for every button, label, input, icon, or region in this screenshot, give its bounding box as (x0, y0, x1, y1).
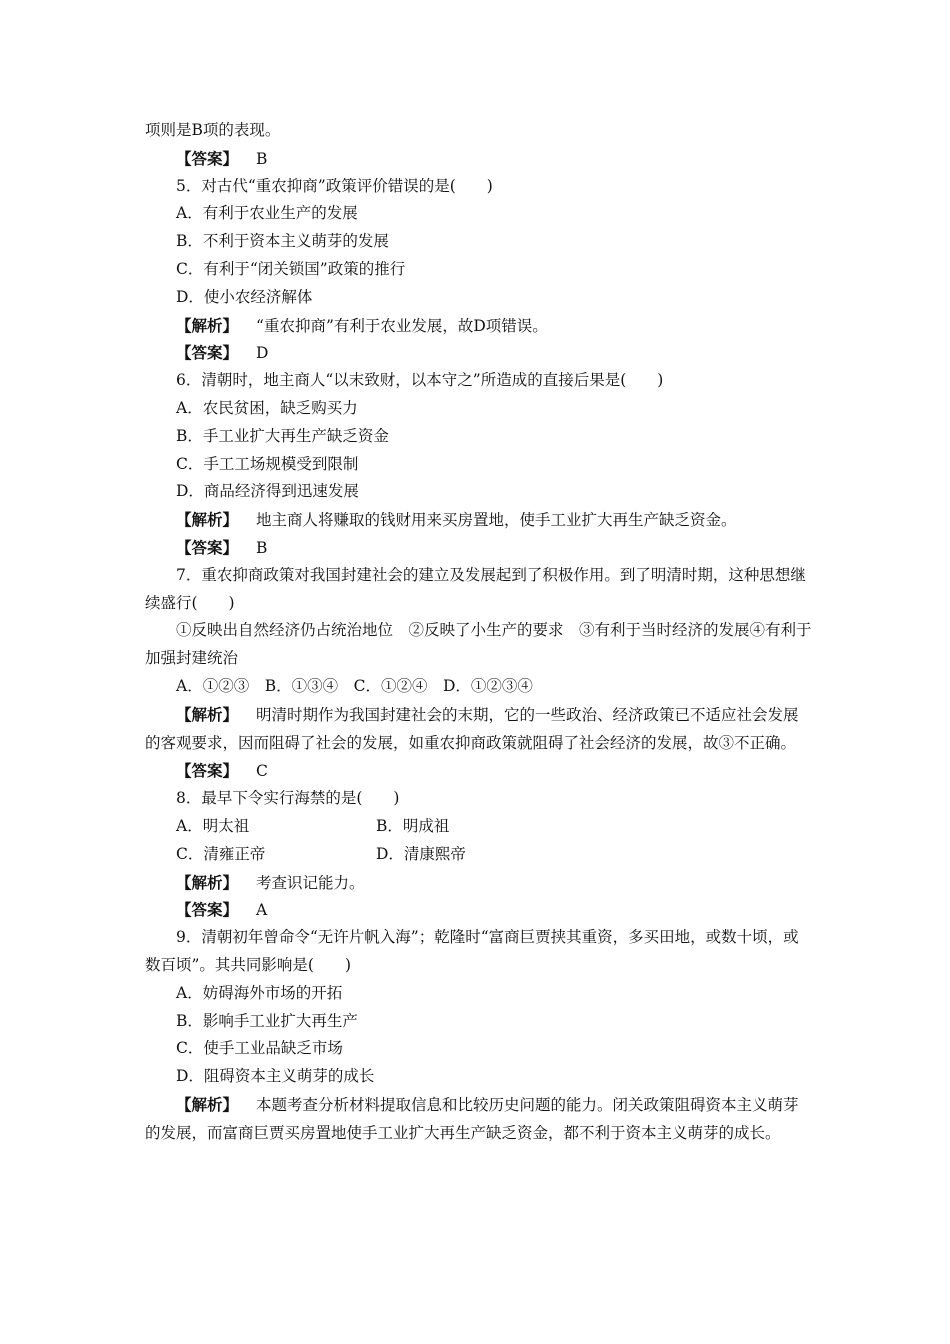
analysis-line (145, 1091, 813, 1148)
option-b: B．明成祖 (376, 816, 450, 835)
option-a: A．农民贫困，缺乏购买力 (176, 398, 358, 417)
option-a: A．有利于农业生产的发展 (176, 204, 358, 223)
question-6: 6．清朝时，地主商人“以末致财，以本守之”所造成的直接后果是( ) (176, 371, 664, 390)
question-9: 9．清朝初年曾命令“无许片帆入海”；乾隆时“富商巨贾挟其重资，多买田地，或数十顷，或数百顷”。其共同影响是( ) (145, 928, 799, 974)
answer-line (145, 896, 813, 924)
option-d: D．使小农经济解体 (176, 287, 313, 306)
analysis-text: 地主商人将赚取的钱财用来买房置地，使手工业扩大再生产缺乏资金。 (256, 511, 737, 530)
question-7: 7．重农抑商政策对我国封建社会的建立及发展起到了积极作用。到了明清时期，这种思想继续盛行( ) (145, 565, 806, 612)
option-a: A．明太祖 (176, 816, 250, 835)
option-row (145, 813, 813, 841)
analysis-tag: 【解析】 (176, 872, 239, 892)
option-d: D．商品经济得到迅速发展 (176, 482, 359, 501)
option-c: C．手工工场规模受到限制 (176, 454, 359, 473)
analysis-tag: 【解析】 (176, 315, 239, 335)
analysis-text: 本题考查分析材料提取信息和比较历史问题的能力。闭关政策阻碍资本主义萌芽的发展，而富商巨贾买房置地使手工业扩大再生产缺乏资金，都不利于资本主义萌芽的成长。 (145, 1095, 799, 1142)
analysis-line (145, 506, 813, 534)
analysis-tag: 【解析】 (176, 1094, 239, 1114)
option-a: A．妨碍海外市场的开拓 (176, 983, 343, 1002)
option-d: D．清康熙帝 (376, 844, 466, 863)
option-c: C．使手工业品缺乏市场 (176, 1039, 343, 1058)
option-c: C．有利于“闭关锁国”政策的推行 (176, 259, 406, 278)
answer-line (145, 145, 813, 173)
option-b: B．影响手工业扩大再生产 (176, 1011, 358, 1030)
answer-tag: 【答案】 (176, 537, 239, 557)
answer-value: A (256, 901, 268, 920)
analysis-tag: 【解析】 (176, 704, 239, 724)
text-line: 项则是B项的表现。 (145, 121, 281, 139)
option-row (145, 841, 813, 869)
answer-value: D (256, 344, 269, 363)
option-b: B．不利于资本主义萌芽的发展 (176, 232, 389, 251)
answer-tag: 【答案】 (176, 343, 239, 363)
answer-value: C (256, 762, 268, 781)
question-5: 5．对古代“重农抑商”政策评价错误的是( ) (176, 176, 493, 195)
analysis-text: 考查识记能力。 (256, 873, 365, 892)
answer-tag: 【答案】 (176, 900, 239, 920)
answer-tag: 【答案】 (176, 761, 239, 781)
option-b: B．手工业扩大再生产缺乏资金 (176, 426, 389, 445)
answer-line (145, 757, 813, 785)
question-8: 8．最早下令实行海禁的是( ) (176, 789, 400, 808)
analysis-line (145, 869, 813, 897)
option-c: C．清雍正帝 (176, 844, 266, 863)
document-page (145, 117, 813, 1147)
analysis-tag: 【解析】 (176, 510, 239, 530)
answer-tag: 【答案】 (176, 148, 239, 168)
answer-value: B (256, 149, 268, 168)
analysis-line (145, 701, 813, 758)
option-d: D．阻碍资本主义萌芽的成长 (176, 1067, 375, 1086)
question-7-statements: ①反映出自然经济仍占统治地位 ②反映了小生产的要求 ③有利于当时经济的发展④有利于加强封建统治 (145, 621, 812, 668)
analysis-text: 明清时期作为我国封建社会的末期，它的一些政治、经济政策已不适应社会发展的客观要求，因而阻碍了社会的发展，如重农抑商政策就阻碍了社会经济的发展，故③不正确。 (145, 705, 799, 752)
answer-line (145, 534, 813, 562)
question-7-choices: A．①②③ B．①③④ C．①②④ D．①②③④ (176, 676, 533, 695)
answer-value: B (256, 538, 268, 557)
analysis-text: “重农抑商”有利于农业发展，故D项错误。 (256, 316, 548, 335)
analysis-line (145, 312, 813, 340)
answer-line (145, 339, 813, 367)
